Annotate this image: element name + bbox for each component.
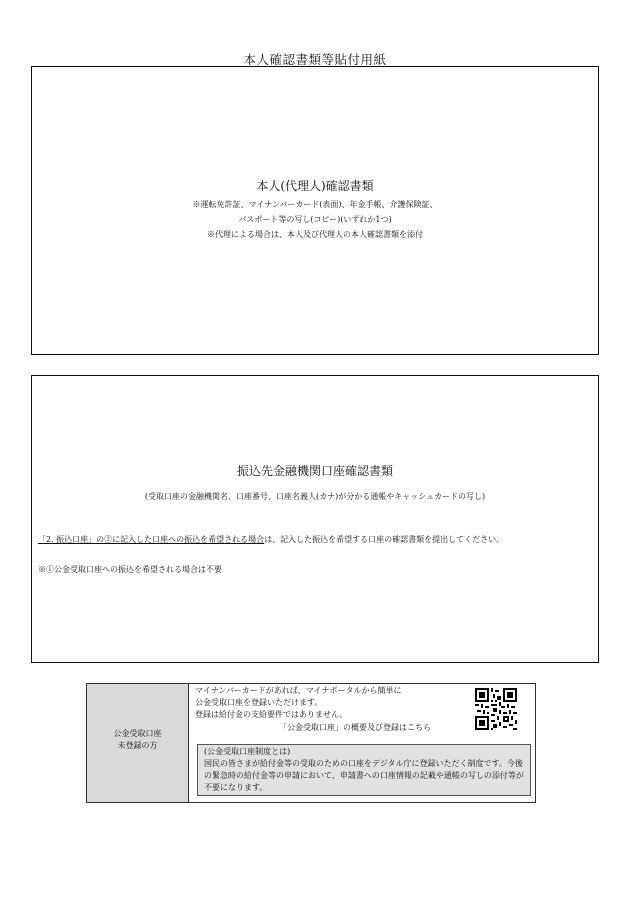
public-account-exemption-note: ※①公金受取口座への振込を希望される場合は不要	[38, 565, 222, 574]
identity-document-examples: ※運転免許証、マイナンバーカード(表面)、年金手帳、介護保険証、	[192, 200, 438, 209]
info-line-3: 登録は給付金の支給要件ではありません。	[195, 710, 348, 719]
proxy-note: ※代理による場合は、本人及び代理人の本人確認書類を添付	[207, 230, 423, 239]
page-title: 本人確認書類等貼付用紙	[243, 52, 387, 67]
public-account-info-cell	[189, 684, 535, 802]
label-line-2: 未登録の方	[117, 741, 158, 750]
public-account-info-table	[86, 683, 536, 803]
public-account-label-cell	[87, 684, 189, 802]
identity-document-attach-area	[31, 66, 599, 355]
info-line-2: 公金受取口座を登録いただけます。	[195, 698, 323, 707]
bank-document-description: (受取口座の金融機関名、口座番号、口座名義人(カナ)が分かる通帳やキャッシュカードの写し)	[144, 492, 486, 501]
bank-document-instruction	[38, 533, 594, 546]
instruction-rest: は、記入した振込を希望する口座の確認書類を提出してください。	[264, 535, 505, 544]
info-line-1: マイナンバーカードがあれば、マイナポータルから簡単に	[195, 686, 402, 695]
registration-link-text[interactable]: 「公金受取口座」の概要及び登録はこちら	[279, 723, 431, 732]
bank-document-heading: 振込先金融機関口座確認書類	[236, 464, 393, 478]
identity-document-examples-2: パスポート等の写し(コピー)(いずれか1つ)	[238, 215, 392, 224]
label-line-1: 公金受取口座	[113, 729, 162, 738]
bank-account-document-attach-area	[31, 375, 599, 663]
instruction-underlined: 「2. 振込口座」の②に記入した口座への振込を希望される場合	[38, 535, 265, 544]
explanation-title: (公金受取口座制度とは)	[204, 747, 291, 756]
explanation-body: 国民の皆さまが給付金等の受取のための口座をデジタル庁に登録いただく制度です。今後の緊急時の給付金等の申請において、申請書への口座情報の記載や通帳の写しの添付等が不要になります。	[204, 759, 524, 792]
identity-document-heading: 本人(代理人)確認書類	[256, 179, 374, 193]
qr-code-icon[interactable]	[475, 688, 517, 730]
public-account-explanation	[197, 744, 531, 796]
